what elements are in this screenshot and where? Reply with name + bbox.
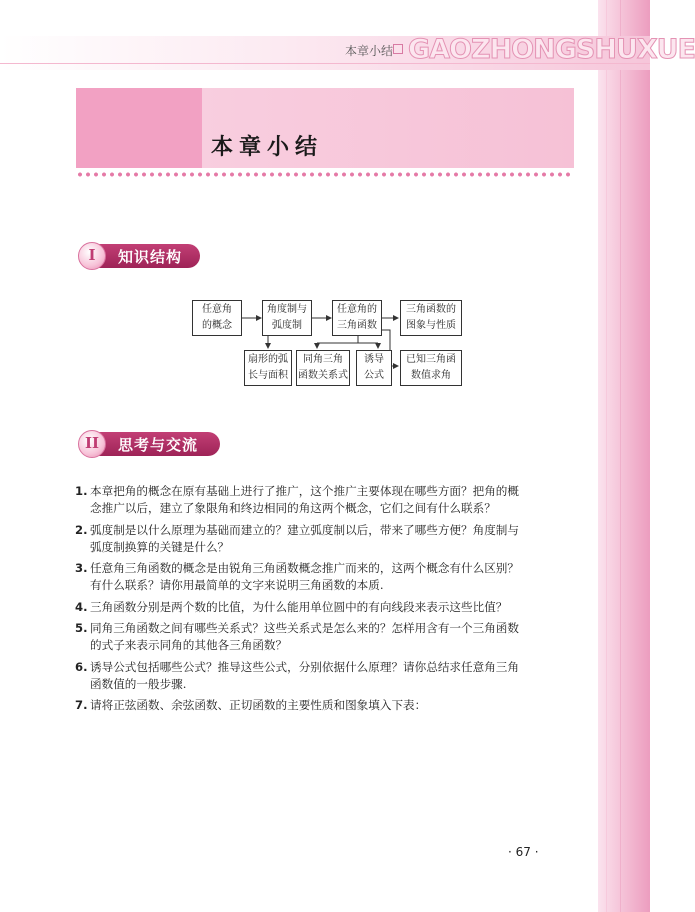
question-item: 1. 本章把角的概念在原有基础上进行了推广，这个推广主要体现在哪些方面？把角的概 念推广以后，建立了象限角和终边相同的角这两个概念，它们之间有什么联系？ [75, 484, 519, 516]
header-brand-text: GAOZHONGSHUXUE [408, 34, 695, 65]
question-item: 2. 弧度制是以什么原理为基础而建立的？建立弧度制以后，带来了哪些方便？角度制与 弧度制换算的关键是什么？ [75, 522, 519, 554]
diagram-box-graphs-properties: 三角函数的 图象与性质 [400, 300, 462, 336]
diagram-box-find-angle: 已知三角函 数值求角 [400, 350, 462, 386]
diagram-box-angle-units: 角度制与 弧度制 [262, 300, 312, 336]
header-chapter-label: 本章小结 [345, 44, 394, 58]
diagram-box-arc-sector: 扇形的弧 长与面积 [244, 350, 292, 386]
page-title: 本章小结 [211, 135, 324, 160]
section-numeral: I [88, 246, 96, 264]
diagram-box-any-angle: 任意角 的概念 [192, 300, 242, 336]
section-label: 思考与交流 [118, 436, 199, 454]
section-numeral: II [84, 434, 100, 452]
discussion-questions [75, 483, 595, 715]
question-item: 7. 请将正弦函数、余弦函数、正切函数的主要性质和图象填入下表： [75, 698, 427, 713]
question-item: 3. 任意角三角函数的概念是由锐角三角函数概念推广而来的，这两个概念有什么区别？ 有什么联系？请你用最简单的文字来说明三角函数的本质. [75, 561, 519, 593]
question-item: 6. 诱导公式包括哪些公式？推导这些公式，分别依据什么原理？请你总结求任意角三角 函数值的一般步骤. [75, 659, 519, 691]
diagram-box-same-angle-relations: 同角三角 函数关系式 [296, 350, 350, 386]
question-item: 5. 同角三角函数之间有哪些关系式？这些关系式是怎么来的？怎样用含有一个三角函数 的式子来表示同角的其他各三角函数？ [75, 621, 519, 653]
diagram-box-induction-formulas: 诱导 公式 [356, 350, 392, 386]
page-number: · 67 · [508, 845, 539, 859]
question-item: 4. 三角函数分别是两个数的比值，为什么能用单位圆中的有向线段来表示这些比值？ [75, 599, 508, 614]
section-heading-discussion [78, 430, 228, 458]
section-label: 知识结构 [118, 248, 183, 266]
diagram-box-trig-functions: 任意角的 三角函数 [332, 300, 382, 336]
